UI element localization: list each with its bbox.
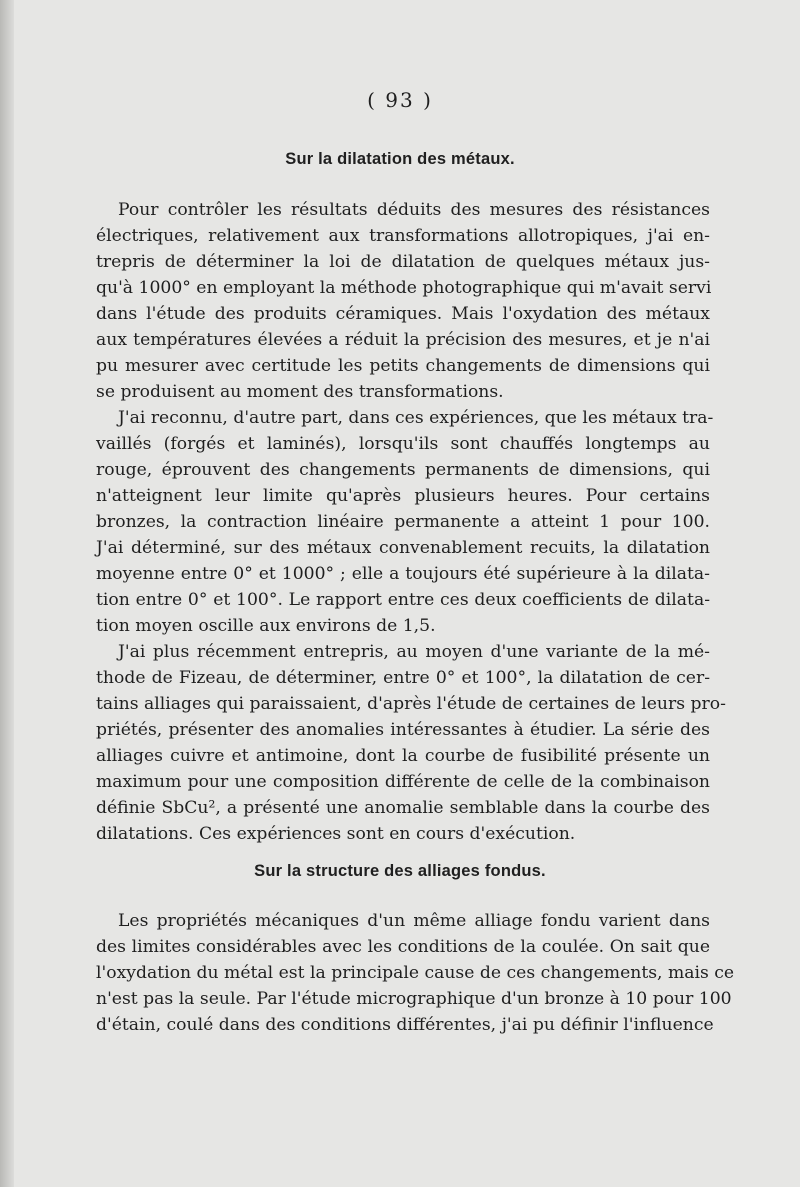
text-line: n'atteignent leur limite qu'après plusieurs heures. Pour certains [96,486,710,506]
text-line: qu'à 1000° en employant la méthode photographique qui m'avait servi [96,278,712,298]
text-line: Les propriétés mécaniques d'un même alliage fondu varient dans [118,911,710,931]
text-line: des limites considérables avec les conditions de la coulée. On sait que [96,937,710,957]
text-line: vaillés (forgés et laminés), lorsqu'ils sont chauffés longtemps au [96,434,710,454]
text-line: dilatations. Ces expériences sont en cours d'exécution. [96,824,576,844]
scan-edge [0,0,14,1187]
text-line: alliages cuivre et antimoine, dont la courbe de fusibilité présente un [96,746,710,766]
text-line: se produisent au moment des transformations. [96,382,504,402]
text-line: d'étain, coulé dans des conditions différentes, j'ai pu définir l'influence [96,1015,714,1035]
text-line: pu mesurer avec certitude les petits changements de dimensions qui [96,356,710,376]
text-line: tion entre 0° et 100°. Le rapport entre ces deux coefficients de dilata- [96,590,710,610]
text-line: priétés, présenter des anomalies intéressantes à étudier. La série des [96,720,710,740]
section-title-dilatation: Sur la dilatation des métaux. [285,150,515,168]
text-line: maximum pour une composition différente de celle de la combinaison [96,772,710,792]
book-page [14,0,800,1187]
text-line: n'est pas la seule. Par l'étude micrographique d'un bronze à 10 pour 100 [96,989,732,1009]
text-line: trepris de déterminer la loi de dilatation de quelques métaux jus- [96,252,710,272]
text-line: aux températures élevées a réduit la précision des mesures, et je n'ai [96,330,710,350]
text-line: dans l'étude des produits céramiques. Mais l'oxydation des métaux [96,304,710,324]
text-line: Pour contrôler les résultats déduits des mesures des résistances [118,200,710,220]
text-line: J'ai déterminé, sur des métaux convenablement recuits, la dilatation [96,538,710,558]
text-line: J'ai plus récemment entrepris, au moyen d'une variante de la mé- [118,642,710,662]
text-line: thode de Fizeau, de déterminer, entre 0° et 100°, la dilatation de cer- [96,668,710,688]
text-line: l'oxydation du métal est la principale cause de ces changements, mais ce [96,963,735,983]
section-title-structure: Sur la structure des alliages fondus. [254,862,546,880]
text-line: définie SbCu², a présenté une anomalie semblable dans la courbe des [96,798,710,818]
text-line: tion moyen oscille aux environs de 1,5. [96,616,436,636]
text-line: J'ai reconnu, d'autre part, dans ces expériences, que les métaux tra- [118,408,714,428]
text-line: rouge, éprouvent des changements permanents de dimensions, qui [96,460,710,480]
text-line: moyenne entre 0° et 1000° ; elle a toujours été supérieure à la dilata- [96,564,710,584]
page-number: ( 93 ) [367,88,433,112]
text-line: électriques, relativement aux transformations allotropiques, j'ai en- [96,226,710,246]
text-line: bronzes, la contraction linéaire permanente a atteint 1 pour 100. [96,512,710,532]
text-line: tains alliages qui paraissaient, d'après l'étude de certaines de leurs pro- [96,694,726,714]
